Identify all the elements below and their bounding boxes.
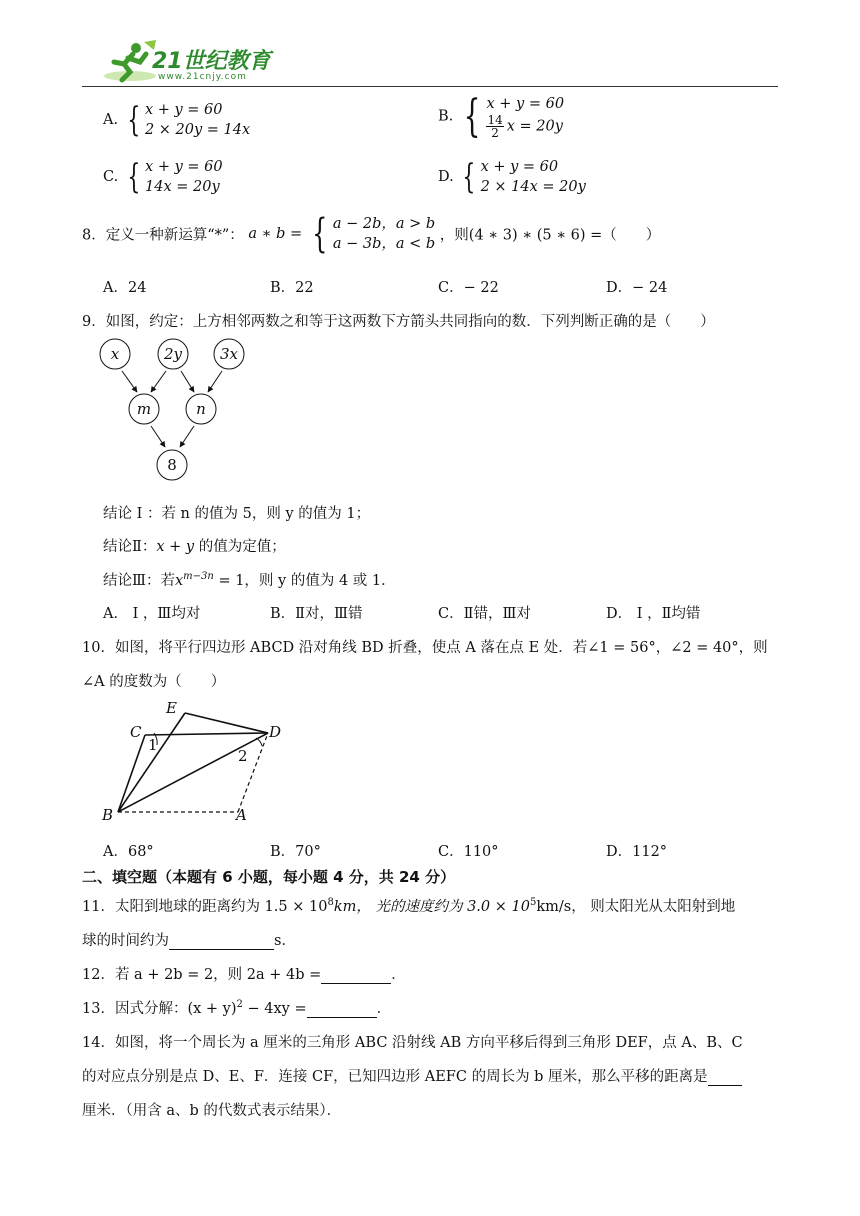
q9-conclusion-3: 结论Ⅲ：若$x^{m-3n} = 1$，则 y 的值为 4 或 1．	[103, 571, 396, 589]
label-A: A	[236, 806, 247, 824]
q10-option-d: D．112°	[606, 844, 668, 860]
q7-c-eq2: 14x = 20y	[145, 179, 220, 195]
q8-option-b: B．22	[270, 280, 314, 296]
q10-option-a: A．68°	[103, 844, 154, 860]
q10-option-b: B．70°	[270, 844, 321, 860]
answer-blank[interactable]	[307, 1001, 377, 1018]
node-n-label: n	[196, 400, 206, 418]
q9-option-d: D． Ⅰ ，Ⅱ均错	[606, 606, 701, 622]
answer-blank[interactable]	[708, 1069, 742, 1086]
brace-icon: {	[463, 90, 481, 142]
logo-text: 21世纪教育	[152, 49, 271, 74]
q7-b-eq1: x + y = 60	[486, 96, 565, 112]
q7-option-d: D. { x + y = 60 2 × 14x = 20y	[438, 157, 586, 197]
q7-option-b: B. { x + y = 60 $\frac{14}{2}$ x = 20y	[438, 90, 565, 142]
q7-c-eq1: x + y = 60	[145, 159, 223, 175]
node-3x-label: 3x	[219, 345, 239, 363]
question-8-stem: 8．定义一种新运算“*”： a ∗ b = { a − 2b，a > b a − 3b，a < b ，则(4 ∗ 3) ∗ (5 ∗ 6) =（ ）	[82, 211, 661, 257]
q9-conclusion-1: 结论 Ⅰ ：若 n 的值为 5，则 y 的值为 1；	[103, 506, 371, 522]
answer-blank[interactable]	[169, 933, 274, 950]
label-C: C	[130, 723, 142, 741]
question-11-line1: 11．太阳到地球的距离约为 $1.5 \times 10^8km$， 光的速度约为 $3.0 \times 10^5km/s$， 则太阳光从太阳射到地	[82, 897, 736, 915]
brace-icon: {	[311, 211, 328, 257]
question-9-stem: 9．如图，约定：上方相邻两数之和等于这两数下方箭头共同指向的数．下列判断正确的是（ ）	[82, 314, 715, 330]
q9-option-c: C．Ⅱ错，Ⅲ对	[438, 606, 531, 622]
question-12: 12．若 a + 2b = 2，则 2a + 4b = ．	[82, 967, 406, 983]
label-angle-2: 2	[238, 747, 248, 765]
question-11-line2: 球的时间约为 s．	[82, 933, 296, 949]
question-14-line1: 14．如图，将一个周长为 a 厘米的三角形 ABC 沿射线 AB 方向平移后得到三角形 DEF，点 A、B、C	[82, 1035, 743, 1051]
q9-option-b: B．Ⅱ对，Ⅲ错	[270, 606, 363, 622]
answer-blank[interactable]	[321, 967, 391, 984]
q9-option-a: A． Ⅰ ，Ⅲ均对	[103, 606, 201, 622]
node-2y-label: 2y	[163, 345, 183, 363]
q7-b-fraction: $\frac{14}{2}$	[487, 113, 503, 140]
header-rule	[82, 86, 778, 87]
node-x-label: x	[110, 345, 120, 363]
header-logo	[100, 40, 280, 88]
q7-a-eq2: 2 × 20y = 14x	[144, 122, 251, 138]
q8-option-d: D．− 24	[606, 280, 668, 296]
q8-option-c: C．− 22	[438, 280, 499, 296]
question-13: 13．因式分解：$(x + y)^2 - 4xy$ = ．	[82, 999, 392, 1017]
question-10-stem-line1: 10．如图，将平行四边形 ABCD 沿对角线 BD 折叠，使点 A 落在点 E 处．若∠1 = 56°，∠2 = 40°，则	[82, 640, 768, 656]
label-B: B	[102, 806, 114, 824]
node-8-label: 8	[167, 456, 177, 474]
q8-case1: a − 2b，a > b	[332, 216, 436, 232]
q7-b-eq2: x = 20y	[506, 118, 563, 135]
label-E: E	[166, 699, 177, 717]
q7-option-c: C. { x + y = 60 14x = 20y	[103, 157, 223, 197]
brace-icon: {	[127, 157, 141, 197]
node-m-label: m	[136, 400, 152, 418]
q7-a-eq1: x + y = 60	[144, 102, 223, 118]
label-angle-1: 1	[148, 736, 158, 754]
label-D: D	[269, 723, 282, 741]
q8-case2: a − 3b，a < b	[332, 236, 436, 252]
question-14-line3: 厘米．（用含 a、b 的代数式表示结果）．	[82, 1103, 342, 1119]
brace-icon: {	[462, 157, 476, 197]
q9-arrow-diagram	[95, 335, 255, 490]
q9-conclusion-2: 结论Ⅱ：x + y 的值为定值；	[103, 539, 286, 555]
brace-icon: {	[127, 100, 141, 140]
q7-d-eq2: 2 × 14x = 20y	[480, 179, 586, 195]
q10-parallelogram-figure	[98, 695, 298, 825]
q10-option-c: C．110°	[438, 844, 499, 860]
q8-expr: a ∗ b =	[248, 226, 303, 242]
q8-option-a: A．24	[103, 280, 147, 296]
question-14-line2: 的对应点分别是点 D、E、F．连接 CF，已知四边形 AEFC 的周长为 b 厘米，那么平移的距离是	[82, 1065, 742, 1086]
running-man-logo-icon	[100, 40, 160, 84]
q7-option-a: A. { x + y = 60 2 × 20y = 14x	[103, 100, 251, 140]
q7-d-eq1: x + y = 60	[480, 159, 559, 175]
question-10-stem-line2: ∠A 的度数为（ ）	[82, 674, 226, 690]
section-2-heading: 二、填空题（本题有 6 小题，每小题 4 分，共 24 分）	[82, 868, 456, 886]
logo-url: www.21cnjy.com	[158, 72, 247, 82]
